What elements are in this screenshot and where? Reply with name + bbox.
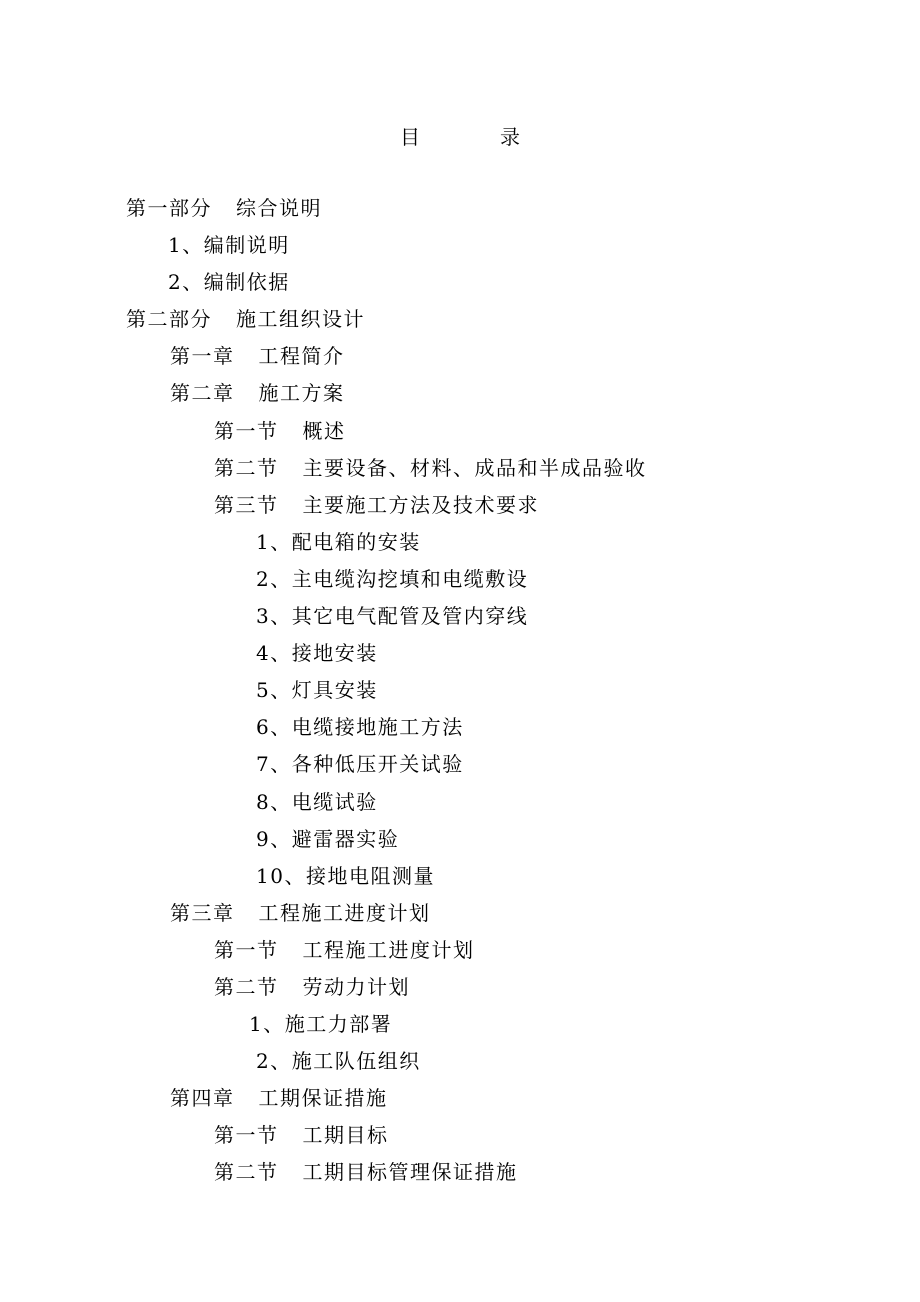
- toc-section: [0, 454, 920, 491]
- toc-subitem: [0, 602, 920, 639]
- toc-entry: [0, 231, 920, 268]
- toc-section: [0, 417, 920, 454]
- toc-subitem: [0, 676, 920, 713]
- toc-number: 第二节: [214, 974, 279, 999]
- toc-text: 2、主电缆沟挖填和电缆敷设: [256, 566, 529, 591]
- toc-chapter: [0, 379, 920, 416]
- toc-subitem: [0, 565, 920, 602]
- toc-text: 施工方案: [258, 381, 345, 406]
- toc-text: 7、各种低压开关试验: [256, 752, 464, 777]
- toc-subitem: [0, 639, 920, 676]
- toc-number: 第二节: [214, 1160, 279, 1185]
- toc-text: 工程简介: [258, 344, 345, 369]
- toc-number: 第一节: [214, 937, 279, 962]
- toc-subitem: [0, 788, 920, 825]
- toc-text: 主要设备、材料、成品和半成品验收: [302, 455, 647, 480]
- toc-subitem: [0, 750, 920, 787]
- toc-text: 2、施工队伍组织: [256, 1049, 421, 1074]
- toc-subitem: [0, 528, 920, 565]
- toc-text: 9、避雷器实验: [256, 826, 400, 851]
- toc-text: 主要施工方法及技术要求: [302, 492, 539, 517]
- toc-text: 1、配电箱的安装: [256, 529, 421, 554]
- toc-section: [0, 936, 920, 973]
- toc-text: 工程施工进度计划: [258, 900, 431, 925]
- toc-subitem: [0, 1047, 920, 1084]
- toc-chapter: [0, 899, 920, 936]
- toc-text: 1、施工力部署: [249, 1012, 393, 1037]
- toc-number: 第三章: [170, 900, 235, 925]
- table-of-contents: [0, 194, 920, 1196]
- toc-section: [0, 491, 920, 528]
- toc-part: [0, 194, 920, 231]
- toc-text: 3、其它电气配管及管内穿线: [256, 604, 529, 629]
- toc-number: 第一节: [214, 1123, 279, 1148]
- toc-text: 工程施工进度计划: [302, 937, 475, 962]
- toc-section: [0, 1121, 920, 1158]
- toc-number: 第二章: [170, 381, 235, 406]
- toc-text: 施工组织设计: [236, 307, 365, 332]
- toc-text: 概述: [302, 418, 346, 443]
- toc-text: 工期保证措施: [258, 1086, 388, 1111]
- toc-text: 工期目标管理保证措施: [302, 1160, 518, 1185]
- toc-entry: [0, 268, 920, 305]
- toc-subitem: [0, 1010, 920, 1047]
- toc-number: 第一节: [214, 418, 279, 443]
- toc-number: 第一章: [170, 344, 235, 369]
- toc-number: 第四章: [170, 1086, 235, 1111]
- toc-text: 5、灯具安装: [256, 678, 378, 703]
- toc-text: 2、编制依据: [168, 270, 290, 295]
- toc-subitem: [0, 862, 920, 899]
- toc-subitem: [0, 713, 920, 750]
- toc-text: 8、电缆试验: [256, 789, 378, 814]
- toc-number: 第一部分: [126, 196, 212, 220]
- toc-text: 10、接地电阻测量: [256, 863, 435, 888]
- toc-text: 综合说明: [236, 196, 322, 220]
- toc-subitem: [0, 825, 920, 862]
- toc-section: [0, 1158, 920, 1195]
- toc-part: [0, 305, 920, 342]
- toc-text: 劳动力计划: [302, 974, 410, 999]
- page-title: 目 录: [400, 125, 550, 149]
- toc-chapter: [0, 342, 920, 379]
- toc-number: 第三节: [214, 492, 279, 517]
- toc-text: 4、接地安装: [256, 641, 378, 666]
- toc-text: 工期目标: [302, 1123, 389, 1148]
- toc-section: [0, 973, 920, 1010]
- toc-text: 6、电缆接地施工方法: [256, 715, 464, 740]
- toc-text: 1、编制说明: [168, 233, 290, 258]
- toc-chapter: [0, 1084, 920, 1121]
- toc-number: 第二部分: [126, 307, 212, 332]
- toc-number: 第二节: [214, 455, 279, 480]
